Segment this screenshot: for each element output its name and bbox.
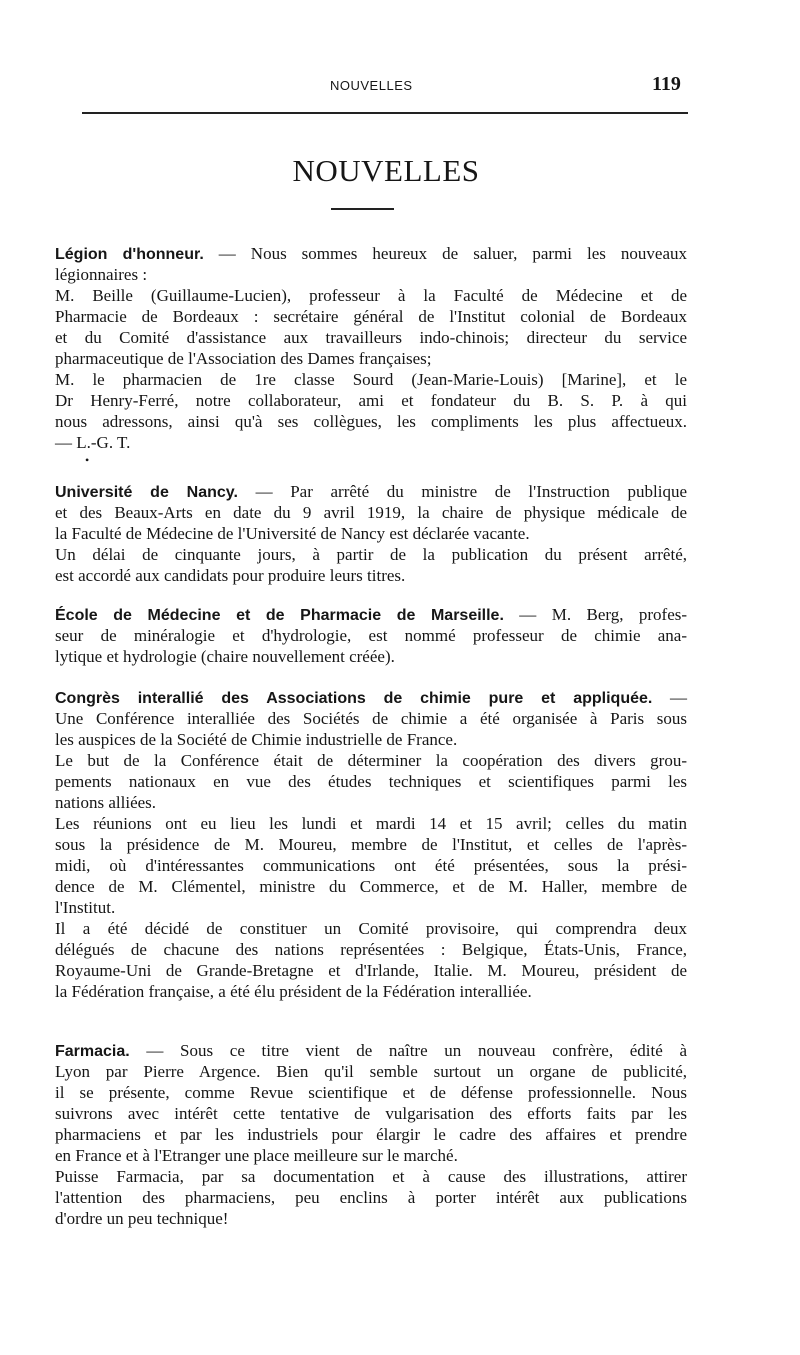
section-heading: Farmacia. [55, 1043, 130, 1060]
section-heading: Congrès interallié des Associations de chimie pure et appliquée. [55, 690, 653, 707]
text-line: lytique et hydrologie (chaire nouvellement créée). [55, 647, 395, 666]
section-heading: Université de Nancy. [55, 484, 238, 501]
text-line: l'Institut. [55, 898, 116, 917]
text-line: Puisse Farmacia, par sa documentation et à cause des illustrations, attirer [55, 1167, 687, 1186]
signature-line: — L.-G. T. [55, 433, 131, 452]
text-line: Congrès interallié des Associations de chimie pure et appliquée. — [55, 688, 688, 707]
text-line: Farmacia. — Sous ce titre vient de naître un nouveau confrère, édité à [55, 1041, 687, 1060]
text-line: pharmaciens et par les industriels pour élargir le cadre des affaires et prendre [55, 1125, 687, 1144]
bullet-mark: • [85, 453, 90, 467]
running-head [0, 73, 800, 100]
text-line: la Faculté de Médecine de l'Université de Nancy est déclarée vacante. [55, 524, 530, 543]
text-line: midi, où d'intéressantes communications ont été présentées, sous la prési- [55, 856, 687, 875]
text-line: pharmaceutique de l'Association des Dames françaises; [55, 349, 432, 368]
text-line: Le but de la Conférence était de déterminer la coopération des divers grou- [55, 751, 687, 770]
text-line: en France et à l'Etranger une place meilleure sur le marché. [55, 1146, 458, 1165]
page-number: 119 [652, 73, 681, 95]
text-line: M. Beille (Guillaume-Lucien), professeur à la Faculté de Médecine et de [55, 286, 687, 305]
text-line: d'ordre un peu technique! [55, 1209, 229, 1228]
text-line: Dr Henry-Ferré, notre collaborateur, ami et fondateur du B. S. P. à qui [55, 391, 687, 410]
section-farmacia [55, 1040, 687, 1229]
section-heading: Légion d'honneur. [55, 246, 204, 263]
text-line: dence de M. Clémentel, ministre du Commerce, et de M. Haller, membre de [55, 877, 687, 896]
text-line: Lyon par Pierre Argence. Bien qu'il semble surtout un organe de publicité, [55, 1062, 687, 1081]
text-line: Les réunions ont eu lieu les lundi et mardi 14 et 15 avril; celles du matin [55, 814, 687, 833]
text-line: l'attention des pharmaciens, peu enclins à porter intérêt aux publications [55, 1188, 687, 1207]
running-title: NOUVELLES [330, 78, 413, 93]
text-line: Pharmacie de Bordeaux : secrétaire général de l'Institut colonial de Bordeaux [55, 307, 687, 326]
title-rule [331, 208, 394, 210]
header-rule [82, 112, 688, 114]
text-line: nous adressons, ainsi qu'à ses collègues, les compliments les plus affectueux. [55, 412, 687, 431]
page-title: NOUVELLES [292, 153, 480, 188]
text-line: pements nationaux en vue des études techniques et scientifiques parmi les [55, 772, 687, 791]
text-line: et du Comité d'assistance aux travailleurs indo-chinois; directeur du service [55, 328, 687, 347]
text-line: sous la présidence de M. Moureu, membre de l'Institut, et celles de l'après- [55, 835, 687, 854]
text-line: il se présente, comme Revue scientifique et de défense professionnelle. Nous [55, 1083, 687, 1102]
text-line: Une Conférence interalliée des Sociétés de chimie a été organisée à Paris sous [55, 709, 687, 728]
text-line: École de Médecine et de Pharmacie de Marseille. — M. Berg, profes- [55, 605, 688, 624]
text-line: les auspices de la Société de Chimie industrielle de France. [55, 730, 458, 749]
section-heading: École de Médecine et de Pharmacie de Marseille. [55, 607, 504, 624]
section-universite-nancy [55, 481, 687, 586]
text-line: Il a été décidé de constituer un Comité provisoire, qui comprendra deux [55, 919, 687, 938]
text-line: suivrons avec intérêt cette tentative de vulgarisation des efforts faits par les [55, 1104, 687, 1123]
text-line: Royaume-Uni de Grande-Bretagne et d'Irlande, Italie. M. Moureu, président de [55, 961, 687, 980]
text-line: et des Beaux-Arts en date du 9 avril 1919, la chaire de physique médicale de [55, 503, 687, 522]
text-line: délégués de chacune des nations représentées : Belgique, États-Unis, France, [55, 940, 687, 959]
section-legion-honneur [55, 243, 687, 467]
text-line: est accordé aux candidats pour produire leurs titres. [55, 566, 406, 585]
section-ecole-marseille [55, 604, 687, 667]
text-line: seur de minéralogie et d'hydrologie, est nommé professeur de chimie ana- [55, 626, 687, 645]
text-line: légionnaires : [55, 265, 148, 284]
text-line: Université de Nancy. — Par arrêté du ministre de l'Instruction publique [55, 482, 687, 501]
text-line: Légion d'honneur. — Nous sommes heureux de saluer, parmi les nouveaux [55, 244, 688, 263]
text-line: nations alliées. [55, 793, 157, 812]
text-line: M. le pharmacien de 1re classe Sourd (Jean-Marie-Louis) [Marine], et le [55, 370, 687, 389]
section-congres-interallie [55, 687, 687, 1002]
text-line: Un délai de cinquante jours, à partir de la publication du présent arrêté, [55, 545, 687, 564]
text-line: la Fédération française, a été élu président de la Fédération interalliée. [55, 982, 532, 1001]
